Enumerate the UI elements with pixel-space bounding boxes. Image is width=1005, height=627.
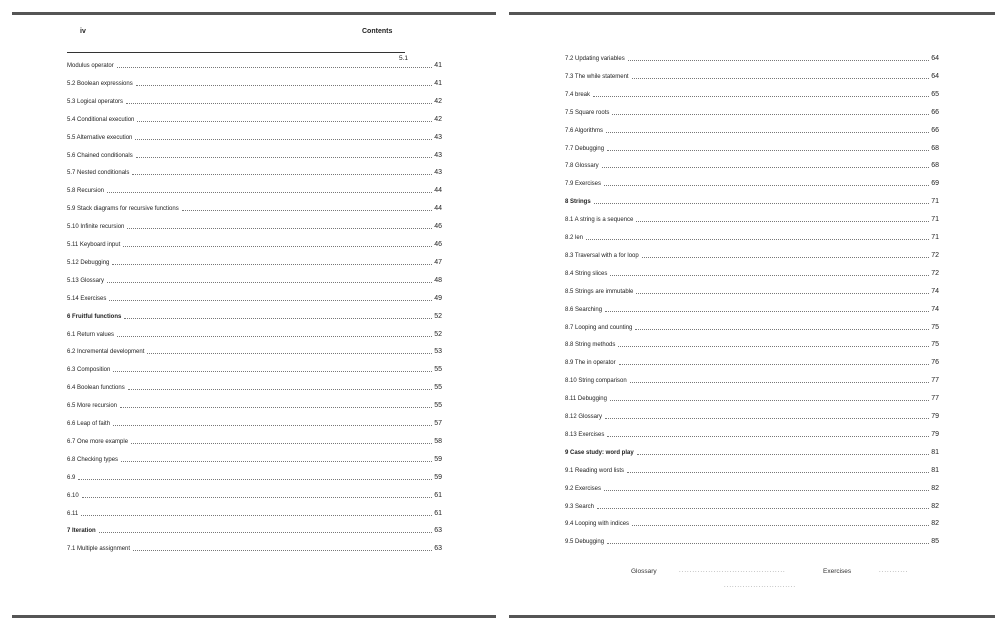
toc-entry[interactable] [67, 185, 442, 195]
entry-title: 8.11 Debugging [565, 396, 607, 403]
toc-entry[interactable] [565, 143, 939, 153]
dot-leader [610, 275, 929, 276]
entry-page: 77 [931, 395, 939, 403]
dot-leader [120, 407, 432, 408]
entry-page: 59 [434, 455, 442, 463]
entry-page: 57 [434, 420, 442, 427]
toc-entry[interactable] [67, 293, 442, 303]
toc-entry[interactable] [565, 160, 939, 170]
entry-title: 6.8 Checking types [67, 456, 119, 463]
entry-title: 5.14 Exercises [67, 295, 107, 302]
dot-leader [607, 436, 929, 437]
entry-page: 79 [931, 413, 939, 420]
dot-leader [604, 490, 929, 491]
toc-entry[interactable] [565, 536, 939, 546]
header-rule [67, 52, 405, 53]
footer-glossary: Glossary [631, 568, 657, 575]
dot-leader [605, 418, 929, 419]
dot-leader [630, 382, 930, 383]
entry-page: 44 [434, 205, 442, 213]
toc-entry[interactable] [565, 465, 939, 475]
entry-title: 7.1 Multiple assignment [67, 546, 131, 553]
entry-page: 71 [931, 234, 939, 241]
entry-page: 68 [931, 144, 939, 152]
entry-page: 66 [931, 126, 939, 134]
toc-entry[interactable] [565, 375, 939, 385]
entry-page: 42 [434, 115, 442, 123]
entry-title: 7.5 Square roots [565, 109, 610, 116]
entry-page: 72 [931, 251, 939, 259]
dot-leader [127, 228, 432, 229]
entry-title: 9.3 Search [565, 503, 595, 510]
entry-title: 8.13 Exercises [565, 431, 605, 438]
entry-page: 76 [931, 359, 939, 367]
entry-page: 77 [931, 377, 939, 385]
dot-leader: ........... [879, 568, 909, 574]
dot-leader [607, 543, 929, 544]
entry-page: 63 [434, 527, 442, 535]
entry-title: 9 Case study: word play [565, 449, 634, 456]
dot-leader [627, 472, 929, 473]
entry-page: 72 [931, 269, 939, 277]
entry-title: 6 Fruitful functions [67, 313, 122, 320]
entry-page: 71 [931, 198, 939, 206]
dot-leader [619, 364, 930, 365]
toc-entry[interactable] [565, 250, 939, 260]
entry-title: 8.1 A string is a sequence [565, 217, 634, 224]
entry-title: 6.7 One more example [67, 438, 129, 445]
toc-entry[interactable] [67, 346, 442, 356]
entry-page: 75 [931, 341, 939, 349]
toc-entry[interactable] [565, 178, 939, 188]
toc-entry[interactable] [67, 275, 442, 285]
entry-page: 61 [434, 491, 442, 499]
dot-leader [109, 300, 432, 301]
dot-leader [586, 239, 929, 240]
entry-page: 47 [434, 258, 442, 266]
entry-title: 5.9 Stack diagrams for recursive functions [67, 206, 179, 213]
toc-entry[interactable] [67, 329, 442, 339]
entry-page: 64 [931, 55, 939, 62]
dot-leader [605, 311, 929, 312]
entry-title: 6.10 [67, 492, 79, 499]
entry-title: 8.9 The in operator [565, 360, 616, 367]
entry-page: 81 [931, 448, 939, 456]
dot-leader [632, 525, 929, 526]
entry-title: 8.6 Searching [565, 306, 603, 313]
entry-page: 79 [931, 430, 939, 438]
entry-page: 74 [931, 305, 939, 313]
footer-exercises: Exercises [823, 568, 852, 575]
toc-entry[interactable] [565, 322, 939, 332]
entry-page: 55 [434, 402, 442, 410]
entry-title: 6.9 [67, 474, 76, 481]
toc-entry[interactable] [67, 508, 442, 518]
toc-entry[interactable] [67, 221, 442, 231]
dot-leader [121, 461, 432, 462]
toc-entry[interactable] [67, 418, 442, 428]
entry-page: 82 [931, 502, 939, 510]
entry-page: 71 [931, 216, 939, 224]
entry-title: 9.2 Exercises [565, 485, 602, 492]
entry-title: 8.7 Looping and counting [565, 324, 633, 331]
entry-title: 5.10 Infinite recursion [67, 224, 125, 231]
entry-page: 43 [434, 169, 442, 177]
dot-leader [593, 96, 929, 97]
entry-page: 58 [434, 437, 442, 445]
entry-title: 5.2 Boolean expressions [67, 80, 133, 87]
toc-entry[interactable] [67, 543, 442, 553]
toc-entry[interactable] [67, 78, 442, 88]
entry-page: 43 [434, 133, 442, 141]
dot-leader: ........................................ [679, 568, 786, 574]
entry-title: 5.3 Logical operators [67, 98, 124, 105]
entry-title: 8.8 String methods [565, 342, 616, 349]
dot-leader [117, 336, 432, 337]
dot-leader [128, 389, 432, 390]
entry-title: 7.4 break [565, 91, 591, 98]
dot-leader [99, 532, 433, 533]
entry-page: 65 [931, 90, 939, 98]
dot-leader [637, 454, 930, 455]
entry-title: 5.6 Chained conditionals [67, 152, 133, 159]
entry-page: 42 [434, 97, 442, 105]
entry-page: 85 [931, 538, 939, 546]
entry-title: 9.4 Looping with indices [565, 521, 630, 528]
entry-title: 5.4 Conditional execution [67, 116, 135, 123]
entry-title: 7.6 Algorithms [565, 127, 604, 134]
entry-title: 7.8 Glossary [565, 163, 599, 170]
dot-leader [606, 132, 929, 133]
toc-entry[interactable] [565, 357, 939, 367]
dot-leader [628, 60, 929, 61]
entry-title: 5.13 Glossary [67, 277, 105, 284]
page-number: iv [80, 28, 86, 35]
entry-page: 82 [931, 484, 939, 492]
right-page [509, 12, 995, 618]
entry-page: 74 [931, 287, 939, 295]
dot-leader [136, 85, 432, 86]
entry-title: 8.12 Glossary [565, 414, 603, 420]
dot-leader [136, 157, 432, 158]
toc-entry[interactable] [565, 286, 939, 296]
toc-entry[interactable] [67, 490, 442, 500]
dot-leader [636, 293, 929, 294]
toc-entry[interactable] [67, 525, 442, 535]
dot-leader [597, 508, 929, 509]
toc-entry[interactable] [565, 89, 939, 99]
toc-entry[interactable] [565, 501, 939, 511]
dot-leader [632, 78, 930, 79]
dot-leader [124, 318, 432, 319]
entry-title: 8.3 Traversal with a for loop [565, 252, 639, 259]
toc-entry[interactable] [67, 257, 442, 267]
dot-leader [131, 443, 432, 444]
entry-page: 41 [434, 79, 442, 87]
dot-leader [135, 139, 432, 140]
toc-entry[interactable] [565, 393, 939, 403]
entry-page: 81 [931, 466, 939, 474]
toc-entry[interactable] [565, 483, 939, 493]
entry-title: 7.9 Exercises [565, 181, 602, 188]
toc-entry[interactable] [67, 167, 442, 177]
entry-title: 6.2 Incremental development [67, 349, 145, 356]
toc-entry[interactable] [565, 53, 939, 63]
toc-entry[interactable] [67, 436, 442, 446]
dot-leader [182, 210, 432, 211]
dot-leader [612, 114, 929, 115]
toc-entry[interactable] [67, 454, 442, 464]
toc-entry[interactable] [565, 518, 939, 528]
toc-entry[interactable] [67, 203, 442, 213]
dot-leader [133, 550, 432, 551]
entry-title: 8.4 String slices [565, 270, 608, 277]
entry-title: 7.7 Debugging [565, 145, 605, 152]
toc-entry[interactable] [67, 96, 442, 106]
toc-entry[interactable] [565, 107, 939, 117]
entry-page: 59 [434, 473, 442, 481]
entry-title: 6.5 More recursion [67, 403, 118, 410]
dot-leader [610, 400, 929, 401]
dot-leader [137, 121, 432, 122]
entry-title: 6.1 Return values [67, 331, 115, 338]
toc-entry[interactable] [565, 447, 939, 457]
entry-page: 48 [434, 276, 442, 284]
dot-leader [123, 246, 432, 247]
entry-title: 8.2 len [565, 235, 584, 241]
dot-leader [112, 264, 432, 265]
entry-title: 7.2 Updating variables [565, 56, 625, 62]
dot-leader [78, 479, 432, 480]
dot-leader [147, 353, 432, 354]
entry-page: 46 [434, 241, 442, 248]
dot-leader [126, 103, 432, 104]
entry-title: 6.11 [67, 510, 79, 517]
dot-leader [117, 67, 433, 68]
entry-title: Modulus operator [67, 63, 114, 69]
entry-title: 6.6 Leap of faith [67, 421, 111, 427]
dot-leader [602, 167, 930, 168]
entry-title: 6.4 Boolean functions [67, 385, 125, 392]
entry-title: 7 Iteration [67, 528, 96, 535]
entry-title: 5.7 Nested conditionals [67, 170, 130, 177]
entry-page: 52 [434, 312, 442, 320]
toc-entry[interactable] [565, 411, 939, 421]
toc-entry[interactable] [565, 71, 939, 81]
entry-page: 75 [931, 323, 939, 331]
running-head: Contents [362, 28, 393, 35]
entry-page: 44 [434, 187, 442, 195]
toc-entry[interactable] [67, 382, 442, 392]
dot-leader [604, 185, 929, 186]
dot-leader [607, 150, 929, 151]
entry-title: 8.5 Strings are immutable [565, 288, 634, 295]
dot-leader [635, 329, 929, 330]
entry-title: 6.3 Composition [67, 367, 111, 374]
dot-leader: ........................... [724, 583, 797, 589]
toc-entry[interactable] [565, 268, 939, 278]
toc-entry[interactable] [565, 214, 939, 224]
dot-leader [107, 282, 432, 283]
toc-entry[interactable] [67, 114, 442, 124]
toc-entry[interactable] [67, 400, 442, 410]
entry-title: 9.1 Reading word lists [565, 467, 625, 474]
dot-leader [642, 257, 930, 258]
dot-leader [113, 371, 432, 372]
entry-page: 41 [434, 62, 442, 69]
entry-page: 66 [931, 108, 939, 116]
entry-page: 82 [931, 520, 939, 528]
entry-page: 46 [434, 223, 442, 231]
entry-page: 43 [434, 151, 442, 159]
toc-entry[interactable] [67, 150, 442, 160]
toc-entry[interactable] [565, 232, 939, 242]
dot-leader [618, 346, 929, 347]
dot-leader [81, 515, 432, 516]
entry-page: 63 [434, 545, 442, 553]
toc-entry[interactable] [67, 239, 442, 249]
section-number: 5.1 [399, 55, 409, 62]
entry-title: 5.11 Keyboard input [67, 242, 121, 248]
entry-page: 61 [434, 509, 442, 517]
toc-entry[interactable] [67, 472, 442, 482]
entry-title: 5.5 Alternative execution [67, 134, 133, 141]
entry-title: 8.10 String comparison [565, 378, 627, 385]
toc-entry[interactable] [565, 429, 939, 439]
entry-page: 69 [931, 180, 939, 188]
entry-title: 9.5 Debugging [565, 539, 605, 546]
dot-leader [113, 425, 432, 426]
entry-title: 5.12 Debugging [67, 259, 110, 266]
entry-title: 8 Strings [565, 199, 591, 206]
toc-entry[interactable] [67, 132, 442, 142]
dot-leader [107, 192, 432, 193]
left-page [12, 12, 496, 618]
dot-leader [594, 203, 930, 204]
toc-entry[interactable] [67, 311, 442, 321]
dot-leader [132, 174, 432, 175]
entry-page: 55 [434, 384, 442, 392]
entry-page: 53 [434, 348, 442, 356]
entry-title: 7.3 The while statement [565, 73, 629, 80]
toc-entry[interactable] [67, 364, 442, 374]
toc-entry[interactable] [565, 125, 939, 135]
toc-entry[interactable] [565, 196, 939, 206]
toc-entry[interactable] [67, 60, 442, 70]
entry-page: 52 [434, 330, 442, 338]
entry-page: 55 [434, 366, 442, 374]
entry-title: 5.8 Recursion [67, 188, 105, 195]
dot-leader [636, 221, 929, 222]
entry-page: 64 [931, 72, 939, 80]
toc-entry[interactable] [565, 339, 939, 349]
entry-page: 68 [931, 162, 939, 170]
dot-leader [82, 497, 433, 498]
toc-entry[interactable] [565, 304, 939, 314]
entry-page: 49 [434, 294, 442, 302]
